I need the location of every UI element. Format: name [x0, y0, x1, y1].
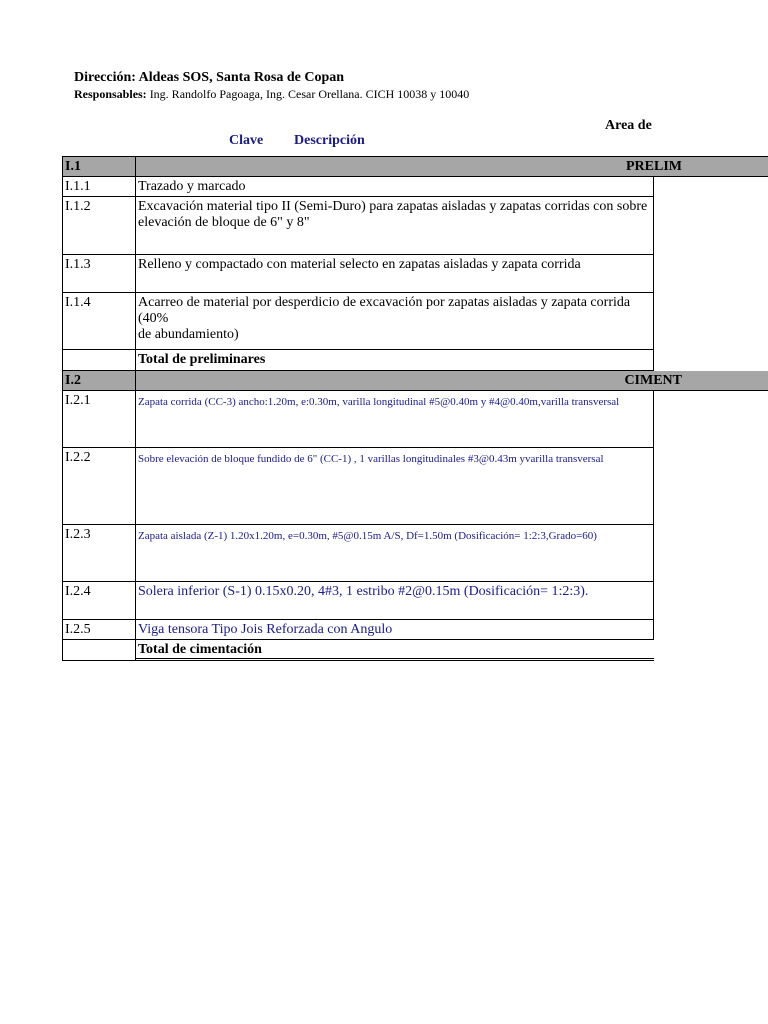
empty-code-cell: [62, 640, 136, 661]
total-label: Total de preliminares: [136, 350, 654, 371]
responsables-value: Ing. Randolfo Pagoaga, Ing. Cesar Orellana. CICH 10038 y 10040: [146, 87, 470, 101]
item-description: [136, 197, 654, 255]
item-description: [136, 391, 654, 448]
description-line: Relleno y compactado con material selecto en zapatas aisladas y zapata corrida: [138, 257, 581, 272]
item-code: I.2.2: [62, 448, 136, 525]
budget-table: [62, 156, 768, 666]
column-header-descripcion: Descripción: [294, 133, 365, 148]
responsables-line: [74, 87, 469, 102]
section-code: I.2: [62, 371, 136, 391]
description-line: de abundamiento): [138, 327, 239, 342]
item-code: I.1.3: [62, 255, 136, 293]
item-description: [136, 255, 654, 293]
item-description: [136, 620, 654, 640]
description-line: elevación de bloque de 6" y 8": [138, 215, 310, 230]
item-code: I.2.4: [62, 582, 136, 620]
responsables-label: Responsables:: [74, 87, 147, 101]
description-line: Acarreo de material por desperdicio de excavación por zapatas aisladas y zapata corrida: [138, 295, 631, 310]
section-title: CIMENT: [136, 371, 768, 391]
area-label: Area de: [605, 118, 652, 133]
item-code: I.1.2: [62, 197, 136, 255]
item-description: [136, 177, 654, 197]
item-description: [136, 293, 654, 350]
description-line: Zapata corrida (CC-3) ancho:1.20m, e:0.30m, varilla longitudinal #5@0.40m y #4@0.40m,varilla transversal: [138, 396, 620, 408]
empty-code-cell: [62, 350, 136, 371]
description-line: Excavación material tipo II (Semi-Duro) para zapatas aisladas y zapatas corridas con sobre: [138, 199, 648, 214]
section-title: PRELIM: [136, 156, 768, 177]
description-line: (40%: [138, 311, 169, 326]
description-line: Solera inferior (S-1) 0.15x0.20, 4#3, 1 estribo #2@0.15m (Dosificación= 1:2:3).: [138, 584, 589, 599]
description-line: Sobre elevación de bloque fundido de 6" (CC-1) , 1 varillas longitudinales #3@0.43m yvarilla transversal: [138, 453, 604, 465]
item-code: I.1.1: [62, 177, 136, 197]
item-code: I.2.3: [62, 525, 136, 582]
section-code: I.1: [62, 156, 136, 177]
item-description: [136, 448, 654, 525]
item-description: [136, 525, 654, 582]
description-line: Viga tensora Tipo Jois Reforzada con Angulo: [138, 622, 393, 637]
column-header-clave: Clave: [229, 133, 264, 148]
direccion-title: Dirección: Aldeas SOS, Santa Rosa de Copan: [74, 70, 345, 85]
description-line: Zapata aislada (Z-1) 1.20x1.20m, e=0.30m, #5@0.15m A/S, Df=1.50m (Dosificación= 1:2:3,Grado=60): [138, 530, 597, 542]
item-code: I.2.1: [62, 391, 136, 448]
description-line: Trazado y marcado: [138, 179, 246, 194]
item-description: [136, 582, 654, 620]
item-code: I.2.5: [62, 620, 136, 640]
item-code: I.1.4: [62, 293, 136, 350]
total-label: Total de cimentación: [136, 640, 654, 661]
